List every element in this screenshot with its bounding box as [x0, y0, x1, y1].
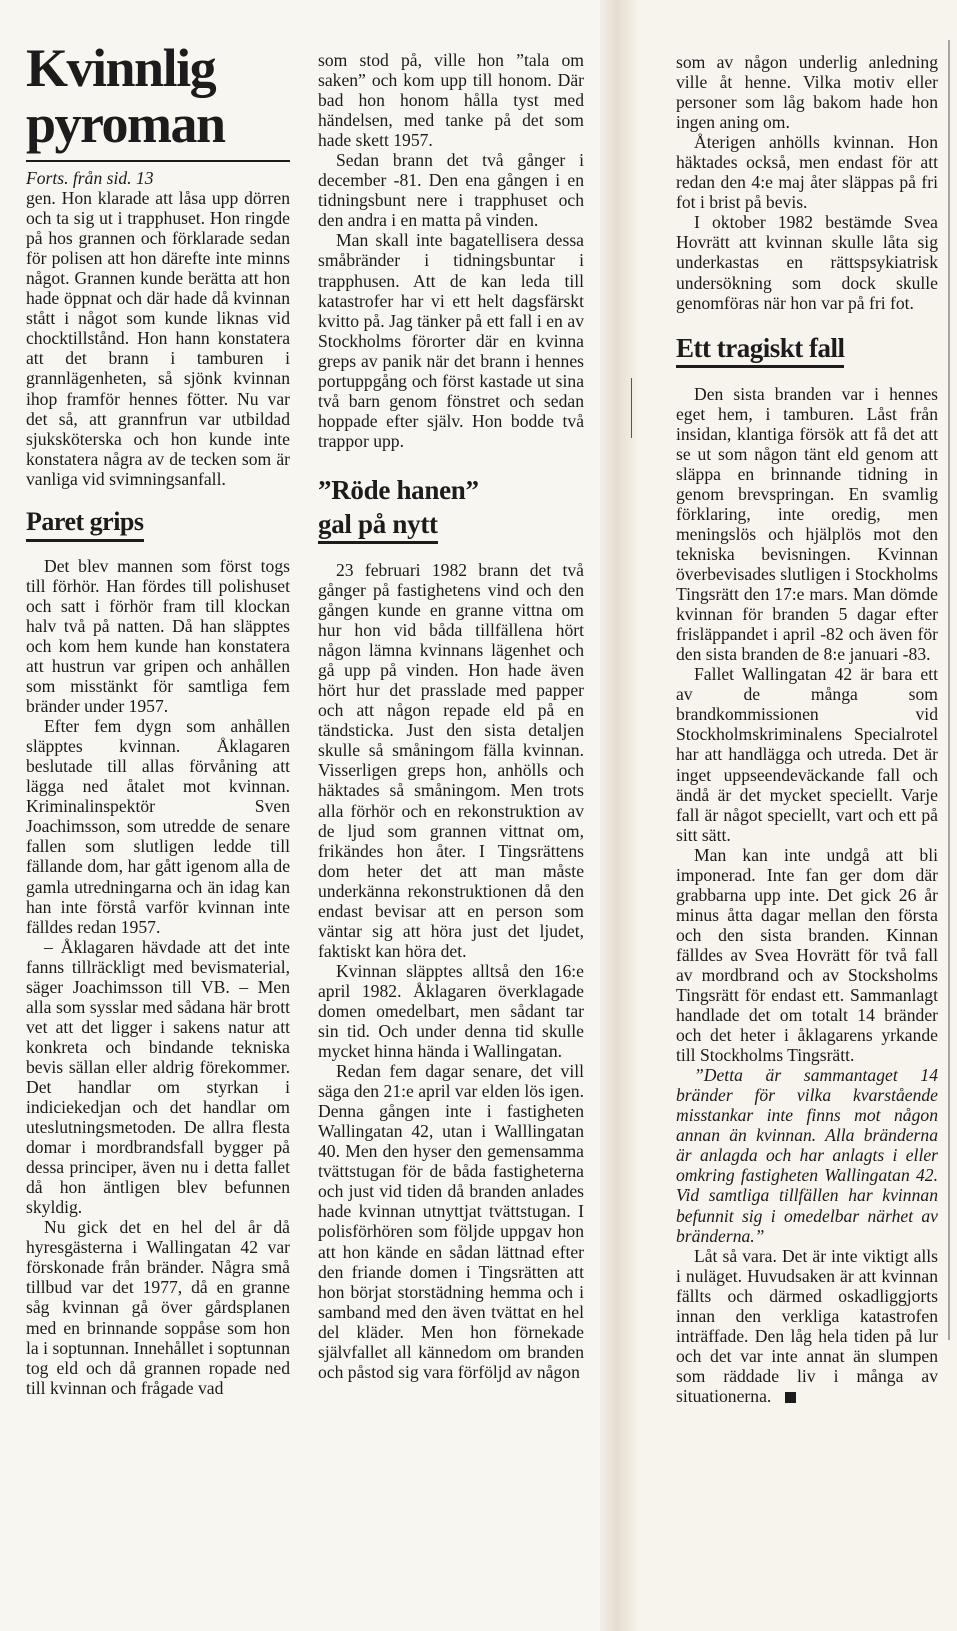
subheading-rode-hanen [318, 473, 584, 544]
quote: ”Detta är sammantaget 14 bränder för vilka kvarstående misstankar inte finns mot någon annan än kvinnan. Alla bränderna är anlagda och har anlagts i eller omkring fastigheten Wallingatan 42. Vid samtliga tillfällen har kvinnan befunnit sig i omedelbar närhet av bränderna.” [676, 1065, 938, 1246]
column-3 [676, 52, 938, 1406]
headline-line-2: pyroman [26, 94, 225, 154]
continued-from: Forts. från sid. 13 [26, 168, 154, 188]
paragraph: Man skall inte bagatellisera dessa småbränder i tidningsbuntar i trapphusen. Att de kan leda till katastrofer har vi ett helt dagsfärskt kvitto på. Jag tänker på ett fall i en av Stockholms förorter där en kvinna greps av panik när det brann i hennes portuppgång och först kastade ut sina två barn genom fönstret och sedan hoppade efter själv. Hon bodde två trappor upp. [318, 230, 584, 451]
paragraph: Återigen anhölls kvinnan. Hon häktades också, men endast för att redan den 4:e maj åter släppas på fri fot i brist på bevis. [676, 132, 938, 213]
subheading-line-1: ”Röde hanen” [318, 474, 479, 505]
column-1 [26, 0, 290, 1398]
paragraph: – Åklagaren hävdade att det inte fanns tillräckligt med bevismaterial, säger Joachimsson till VB. – Men alla som sysslar med sådana här brott vet att det ligger i sakens natur att konkreta och bindande tekniska bevis sällan eller aldrig förekommer. Det handlar om styrkan i indiciekedjan och det handlar om uteslutningsmetoden. De allra flesta domar i mordbrandsfall bygger på dessa principer, även nu i detta fallet då hon äntligen blev befunnen skyldig. [26, 936, 290, 1218]
paragraph: Redan fem dagar senare, det vill säga den 21:e april var elden lös igen. Denna gången inte i fastigheten Wallingatan 42, utan i Walllingatan 40. Men den hyser den gemensamma tvättstugan för de båda fastigheterna och just vid tiden då branden anlades hade kvinnan utnyttjat tvättstugan. I polisförhören som följde uppgav hon att hon kände en sådan lättnad efter den friande domen i Tingsrätten att hon börjat storstädning hemma och i samband med den även tvättat en hel del kläder. Men hon förnekade självfallet all kännedom om branden och påstod sig vara förföljd av någon [318, 1061, 584, 1382]
paragraph: Efter fem dygn som anhållen släpptes kvinnan. Åklagaren beslutade till allas förvåning att lägga ned åtalet mot kvinnan. Kriminalinspektör Sven Joachimsson, som utredde de senare fallen som slutligen ledde till fällande dom, har gått igenom alla de gamla utredningarna och än idag kan han inte förstå varför kvinnan inte fälldes redan 1957. [26, 716, 290, 937]
paragraph: Man kan inte undgå att bli imponerad. Inte fan ger dom där grabbarna upp inte. Det gick 26 år minus åtta dagar mellan den första och den sista branden. Kinnan fälldes av Svea Hovrätt för två fall av mordbrand och av Stocksholms Tingsrätt för endast ett. Sammanlagt handlade det om totalt 14 bränder och det heter i åklagarens yrkande till Stockholms Tingsrätt. [676, 844, 938, 1066]
paragraph: 23 februari 1982 brann det två gånger på fastighetens vind och den gången kunde en granne vittna om hur hon vid båda tillfällena hört någon lämna kvinnans lägenhet och gå upp på vinden. Hon hade även hört hur det prasslade med papper och att någon repade eld på en tändsticka. Just den sista detaljen skulle så småningom fälla kvinnan. Visserligen greps hon, anhölls och häktades så småningom. Men trots alla förhör och en rekonstruktion av de ljud som grannen vittnat om, frikändes hon åter. I Tingsrättens dom heter det att man måste underkänna rekonstruktionen då den endast bevisar att en person som väntar sig att höra just det ljudet, faktiskt kan höra det. [318, 559, 584, 961]
paragraph: Sedan brann det två gånger i december -81. Den ena gången i en tidningsbunt nere i trapphuset och den andra i en matta på vinden. [318, 150, 584, 231]
headline-line-1: Kvinnlig [26, 38, 216, 98]
subheading-ett-tragiskt-fall: Ett tragiskt fall [676, 333, 844, 368]
paragraph: som av någon underlig anledning ville åt henne. Vilka motiv eller personer som låg bakom hade hon ingen aning om. [676, 52, 938, 133]
subheading-line-2: gal på nytt [318, 507, 438, 544]
paragraph: Nu gick det en hel del år då hyresgästerna i Wallingatan 42 var förskonade från bränder. Några små tillbud var det 1977, då en granne såg kvinnan gå över gårdsplanen med en brinnande soppåse som hon la i soptunnan. Innehållet i soptunnan tog eld och då grannen ropade ned till kvinnan och frågade vad [26, 1217, 290, 1398]
paragraph: Den sista branden var i hennes eget hem, i tamburen. Låst från insidan, klantiga försök att få det att se ut som någon tänt eld genom att släppa en brinnande tidning in genom brevspringan. En svamlig förklaring, inte oredig, men meningslös och hjälplös mot den tekniska bevisningen. Kvinnan överbevisades slutligen i Stockholms Tingsrätt den 17:e mars. Man dömde kvinnan för branden 5 dagar efter frisläppandet i april -82 och även för den sista branden de 8:e januari -83. [676, 383, 938, 665]
paragraph: som stod på, ville hon ”tala om saken” och kom upp till honom. Där bad hon honom hålla tyst med händelsen, med tanke på det som hade skett 1957. [318, 50, 584, 151]
page-edge-line [948, 40, 950, 1340]
paragraph-final [676, 1246, 938, 1406]
paragraph: Fallet Wallingatan 42 är bara ett av de många som brandkommissionen vid Stockholmskriminalens Specialrotel har att handlägga och utreda. Det är inget uppseendeväckande fall och ändå är det mycket speciellt. Varje fall är något speciellt, vart och ett på sitt sätt. [676, 664, 938, 845]
paragraph: Det blev mannen som först togs till förhör. Han fördes till polishuset och satt i förhör fram till klockan halv två på natten. Då han släpptes och kom hem kunde han konstatera att hustrun var gripen och anhållen som misstänkt för samtliga fem bränder under 1957. [26, 555, 290, 717]
gutter-mark [631, 378, 632, 438]
paragraph: Kvinnan släpptes alltså den 16:e april 1982. Åklagaren överklagade domen omedelbart, men sådant tar sin tid. Och under denna tid skulle mycket hinna hända i Wallingatan. [318, 960, 584, 1062]
headline-rule [26, 160, 290, 162]
paragraph: gen. Hon klarade att låsa upp dörren och ta sig ut i trapphuset. Hon ringde på hos grannen och förklarade sedan för polisen att hon därefte inte minns något. Grannen kunde berätta att hon hade öppnat och där hade då kvinnan stått i något som kunde liknas vid chocktillstånd. Hon hann konstatera att det brann i tamburen i grannlägenheten, så sjönk kvinnan ihop framför hennes fötter. Nu var det så, att grannfrun var utbildad sjuksköterska och hon kunde inte konstatera några av de tecken som är vanliga vid svimningsanfall. [26, 188, 290, 489]
paragraph: I oktober 1982 bestämde Svea Hovrätt att kvinnan skulle låta sig underkastas en rättspsykiatrisk undersökning som dock skulle genomföras när hon var på fri fot. [676, 212, 938, 313]
column-2 [318, 50, 584, 1382]
end-mark-icon [785, 1392, 796, 1403]
page-gutter [600, 0, 638, 1631]
headline [26, 40, 290, 152]
paragraph-final-text: Låt så vara. Det är inte viktigt alls i nuläget. Huvudsaken är att kvinnan fällts och därmed oskadliggjorts innan den verkliga katastrofen inträffade. Den låg hela tiden på lur och det var inte annat än slumpen som räddade liv i många av situationerna. [676, 1245, 938, 1406]
subheading-paret-grips: Paret grips [26, 507, 144, 542]
